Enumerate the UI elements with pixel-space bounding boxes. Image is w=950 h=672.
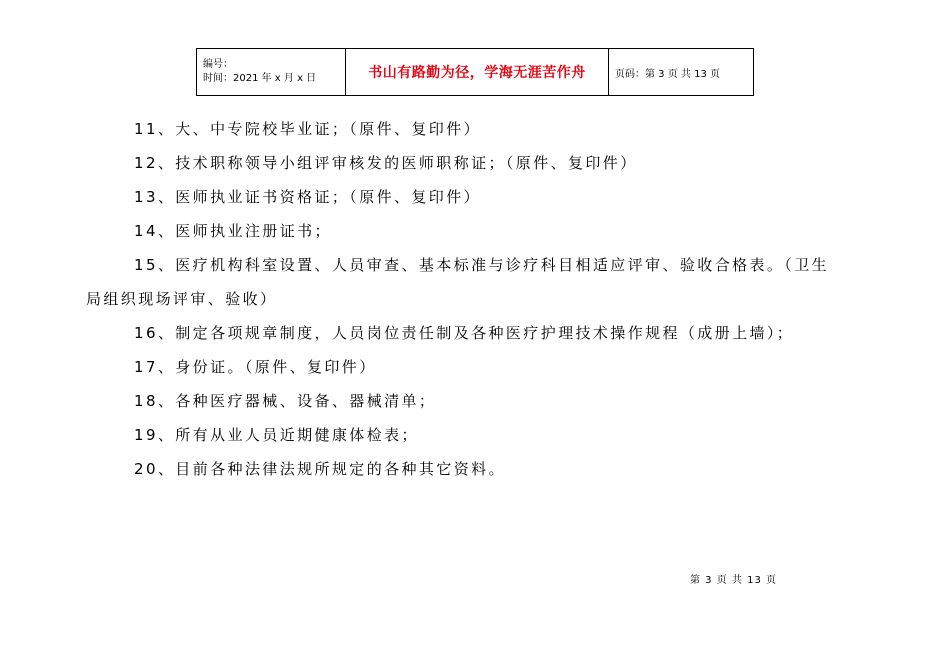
document-number-label: 编号： (203, 59, 233, 70)
list-item: 17、身份证。（原件、复印件） (134, 358, 377, 376)
list-item: 16、制定各项规章制度，人员岗位责任制及各种医疗护理技术操作规程（成册上墙）； (134, 324, 795, 342)
header-page-code: 页码：第 3 页 共 13 页 (609, 49, 754, 96)
list-item-line: 局组织现场评审、验收） (86, 290, 278, 308)
list-item: 20、目前各种法律法规所规定的各种其它资料。 (134, 460, 506, 478)
header-motto: 书山有路勤为径，学海无涯苦作舟 (346, 49, 609, 96)
list-item: 12、技术职称领导小组评审核发的医师职称证；（原件、复印件） (134, 154, 638, 172)
document-date-label: 时间：2021 年 x 月 x 日 (203, 73, 317, 84)
list-item: 11、大、中专院校毕业证；（原件、复印件） (134, 120, 481, 138)
header-table (196, 48, 754, 96)
list-item: 14、医师执业注册证书； (134, 222, 332, 240)
document-body (86, 112, 864, 486)
page-footer: 第 3 页 共 13 页 (690, 575, 777, 586)
list-item: 13、医师执业证书资格证；（原件、复印件） (134, 188, 481, 206)
header-info-cell (197, 49, 346, 96)
list-item (86, 248, 864, 316)
list-item: 18、各种医疗器械、设备、器械清单； (134, 392, 437, 410)
list-item: 19、所有从业人员近期健康体检表； (134, 426, 419, 444)
list-item-line: 15、医疗机构科室设置、人员审查、基本标准与诊疗科目相适应评审、验收合格表。（卫生 (134, 256, 829, 274)
